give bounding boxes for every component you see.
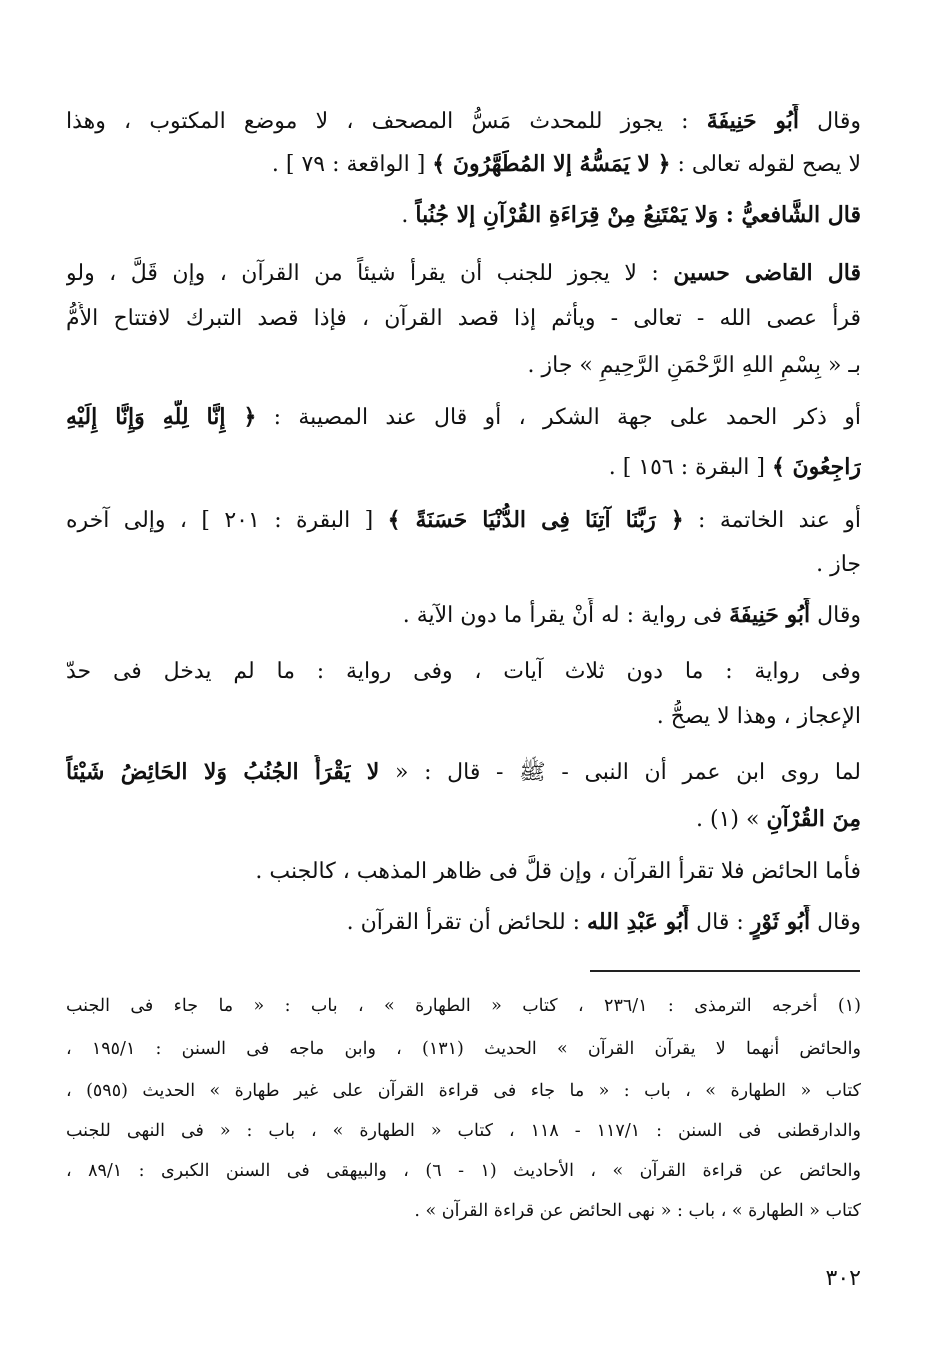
text-line [347,905,861,945]
text-span: : لا يجوز للجنب أن يقرأ شيئاً من القرآن ، وإن قَلَّ ، ولو [66,261,674,286]
footnote-line: كتاب « الطهارة » ، باب : « ما جاء فى قراءة القرآن على غير طهارة » الحديث (٥٩٥) ، [66,1081,861,1101]
text-span: بـ « بِسْمِ اللهِ الرَّحْمَنِ الرَّحِيمِ » جاز . [527,353,861,378]
text-span: الإعجاز ، وهذا لا يصحُّ . [656,704,861,729]
text-line [66,256,861,296]
text-line [657,700,861,740]
hadith-text: مِنَ القُرْآنِ [766,806,861,832]
text-span: : قال [689,910,751,935]
footnote-marker: » (١) . [696,807,767,832]
text-line [696,802,861,842]
text-span: فأما الحائض فلا تقرأ القرآن ، وإن قلَّ فى ظاهر المذهب ، كالجنب . [255,859,861,884]
text-line [255,855,861,895]
hadith-text: لا يَقْرَأُ الجُنُبُ وَلا الحَائِضُ شَيْئاً [66,759,380,785]
emphasized-name: أَبُو حَنِيفَةَ [729,602,811,628]
text-line [816,548,861,588]
text-span: وقال [810,603,861,628]
text-span: لا يصح لقوله تعالى : [670,152,861,177]
text-span: . [401,203,416,228]
text-line [66,302,861,342]
text-line [66,655,861,695]
verse-reference: [ الواقعة : ٧٩ ] . [271,152,433,177]
text-line [528,349,862,389]
text-span: وقال [799,109,861,134]
text-span: أو عند الخاتمة : [683,508,861,533]
footnote-line: والحائض أنهما لا يقرآن القرآن » الحديث (١٣١) ، وابن ماجه فى السنن : ١٩٥/١ ، [66,1039,861,1059]
verse-reference: [ البقرة : ٢٠١ ] ، وإلى آخره [66,508,388,533]
text-span: لما روى ابن عمر أن النبى - ﷺ - قال : « [379,760,861,785]
text-span: : للحائض أن تقرأ القرآن . [346,910,588,935]
emphasized-name: أَبُو حَنِيفَةَ [706,108,799,134]
text-span: وقال [810,910,861,935]
quran-verse: ﴿ رَبَّنَا آتِنَا فِى الدُّنْيَا حَسَنَةً ﴾ [387,507,684,533]
emphasized-name: أَبُو ثَوْرٍ [750,909,811,935]
footnote-line: والدارقطنى فى السنن : ١١٧/١ - ١١٨ ، كتاب « الطهارة » ، باب : « فى النهى للجنب [66,1121,861,1141]
text-line [66,400,861,440]
verse-reference: [ البقرة : ١٥٦ ] . [608,455,772,480]
text-span: قرأ عصى الله - تعالى - ويأثم إذا قصد القرآن ، فإذا قصد التبرك لافتتاح الأُمُّ [66,306,861,331]
footnote-line: (١) أخرجه الترمذى : ٢٣٦/١ ، كتاب « الطهارة » ، باب : « ما جاء فى الجنب [66,996,861,1016]
text-span: : يجوز للمحدث مَسُّ المصحف ، لا موضع المكتوب ، وهذا [66,109,707,134]
emphasized-name: قال القاضى حسين [673,260,861,286]
text-line [272,147,861,187]
text-span: جاز . [816,552,861,577]
text-line [401,198,861,238]
text-line [403,598,861,638]
quran-verse: ﴿ إِنَّا لِلَّهِ وَإِنَّا إِلَيْهِ [66,404,257,430]
footnote-divider [590,970,860,972]
text-line [66,755,861,795]
text-line [66,503,861,543]
text-span: أو ذكر الحمد على جهة الشكر ، أو قال عند المصيبة : [256,405,861,430]
text-span: فى رواية : له أَنْ يقرأ ما دون الآية . [402,603,730,628]
emphasized-name: أَبُو عَبْدِ الله [587,909,690,935]
text-line [609,450,861,490]
text-span: وفى رواية : ما دون ثلاث آيات ، وفى رواية : ما لم يدخل فى حدّ [66,659,861,684]
footnote-line: كتاب « الطهارة » ، باب : « نهى الحائض عن قراءة القرآن » . [414,1201,861,1221]
footnote-line: والحائض عن قراءة القرآن » ، الأحاديث (١ - ٦) ، والبيهقى فى السنن الكبرى : ٨٩/١ ، [66,1161,861,1181]
page-number: ٣٠٢ [825,1266,861,1291]
text-line [66,104,861,144]
quran-verse: ﴿ لا يَمَسُّهُ إلا المُطَهَّرُونَ ﴾ [432,151,671,177]
quran-verse: رَاجِعُونَ ﴾ [771,454,861,480]
heading-statement: قال الشَّافعيُّ : وَلا يَمْتَنِعُ مِنْ قِرَاءَةِ القُرْآنِ إلا جُنُباً [415,202,861,228]
